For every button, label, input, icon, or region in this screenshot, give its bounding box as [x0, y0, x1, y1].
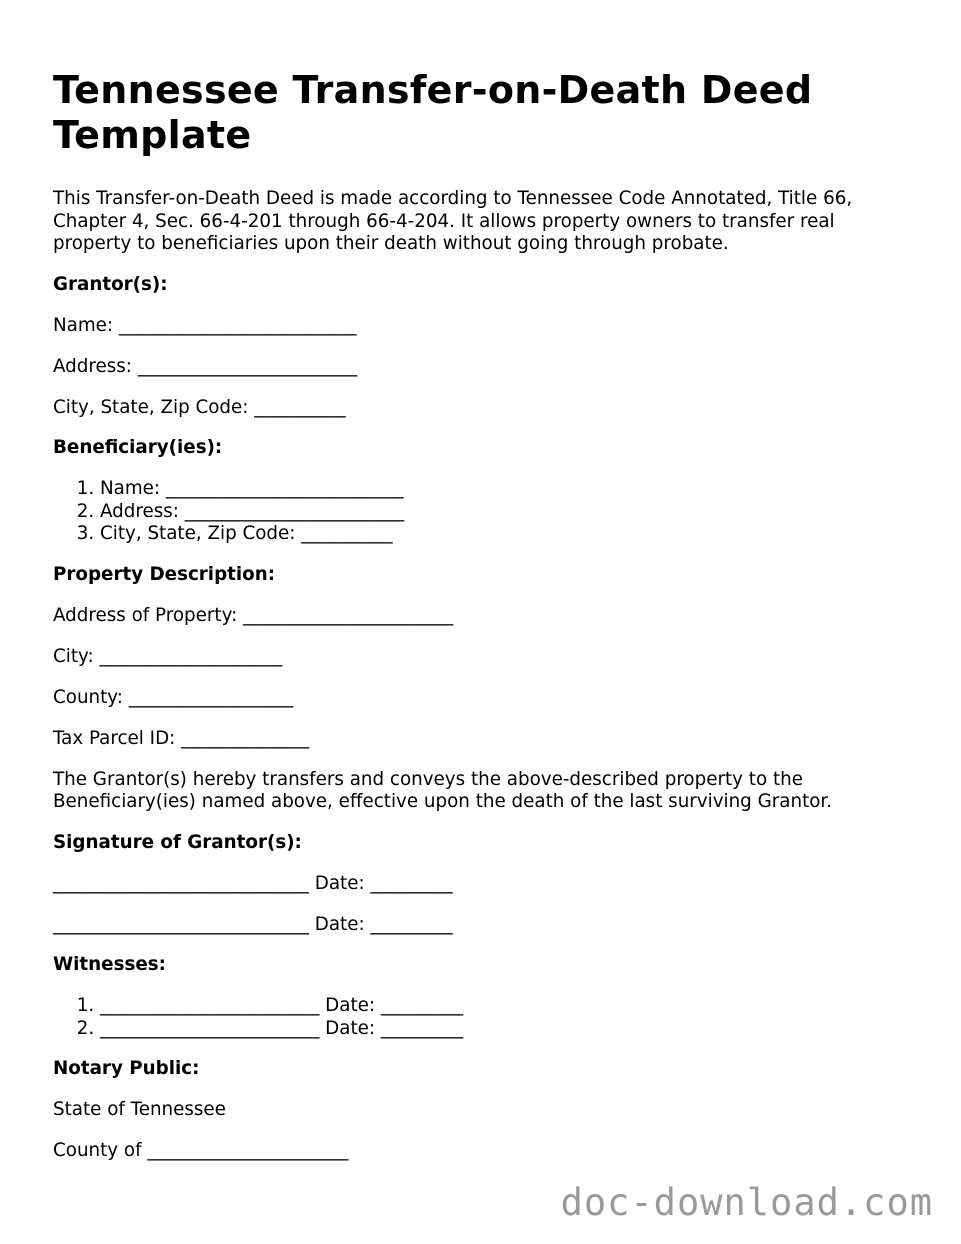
intro-paragraph: This Transfer-on-Death Deed is made according to Tennessee Code Annotated, Title 66, Chapter 4, Sec. 66-4-201 through 66-4-204. It allows property owners to transfer real property to beneficiaries upon their death without going through probate. [53, 188, 853, 254]
beneficiary-city-field: 3. City, State, Zip Code: __________ [100, 523, 903, 546]
beneficiary-heading: Beneficiary(ies): [53, 437, 223, 458]
beneficiary-list [53, 478, 903, 546]
notary-county-field: County of ______________________ [53, 1140, 349, 1161]
property-address-field: Address of Property: _______________________ [53, 604, 454, 626]
witness-line: 2. ________________________ Date: _________ [100, 1018, 903, 1041]
document-page [53, 68, 903, 1163]
signature-line: ____________________________ Date: _________ [53, 872, 453, 894]
grantor-name-field: Name: __________________________ [53, 314, 357, 336]
property-city-field: City: ____________________ [53, 645, 283, 667]
beneficiary-address-field: 2. Address: ________________________ [100, 501, 903, 524]
property-county-field: County: __________________ [53, 686, 294, 708]
transfer-statement: The Grantor(s) hereby transfers and conveys the above-described property to the Beneficiary(ies) named above, effective upon the death of the last surviving Grantor. [53, 768, 833, 812]
property-heading: Property Description: [53, 563, 276, 585]
beneficiary-name-field: 1. Name: __________________________ [100, 478, 903, 501]
document-title: Tennessee Transfer-on-Death Deed Template [53, 68, 813, 157]
watermark-text: doc-download.com [560, 1181, 933, 1224]
property-parcel-field: Tax Parcel ID: ______________ [53, 727, 310, 749]
witness-list [53, 995, 903, 1040]
notary-state: State of Tennessee [53, 1099, 226, 1120]
notary-heading: Notary Public: [53, 1058, 200, 1079]
signature-line: ____________________________ Date: _________ [53, 913, 453, 935]
witness-line: 1. ________________________ Date: _________ [100, 995, 903, 1018]
grantor-address-field: Address: ________________________ [53, 355, 358, 377]
grantor-city-field: City, State, Zip Code: __________ [53, 396, 346, 418]
grantor-heading: Grantor(s): [53, 273, 168, 295]
signature-heading: Signature of Grantor(s): [53, 831, 302, 853]
witnesses-heading: Witnesses: [53, 954, 166, 975]
